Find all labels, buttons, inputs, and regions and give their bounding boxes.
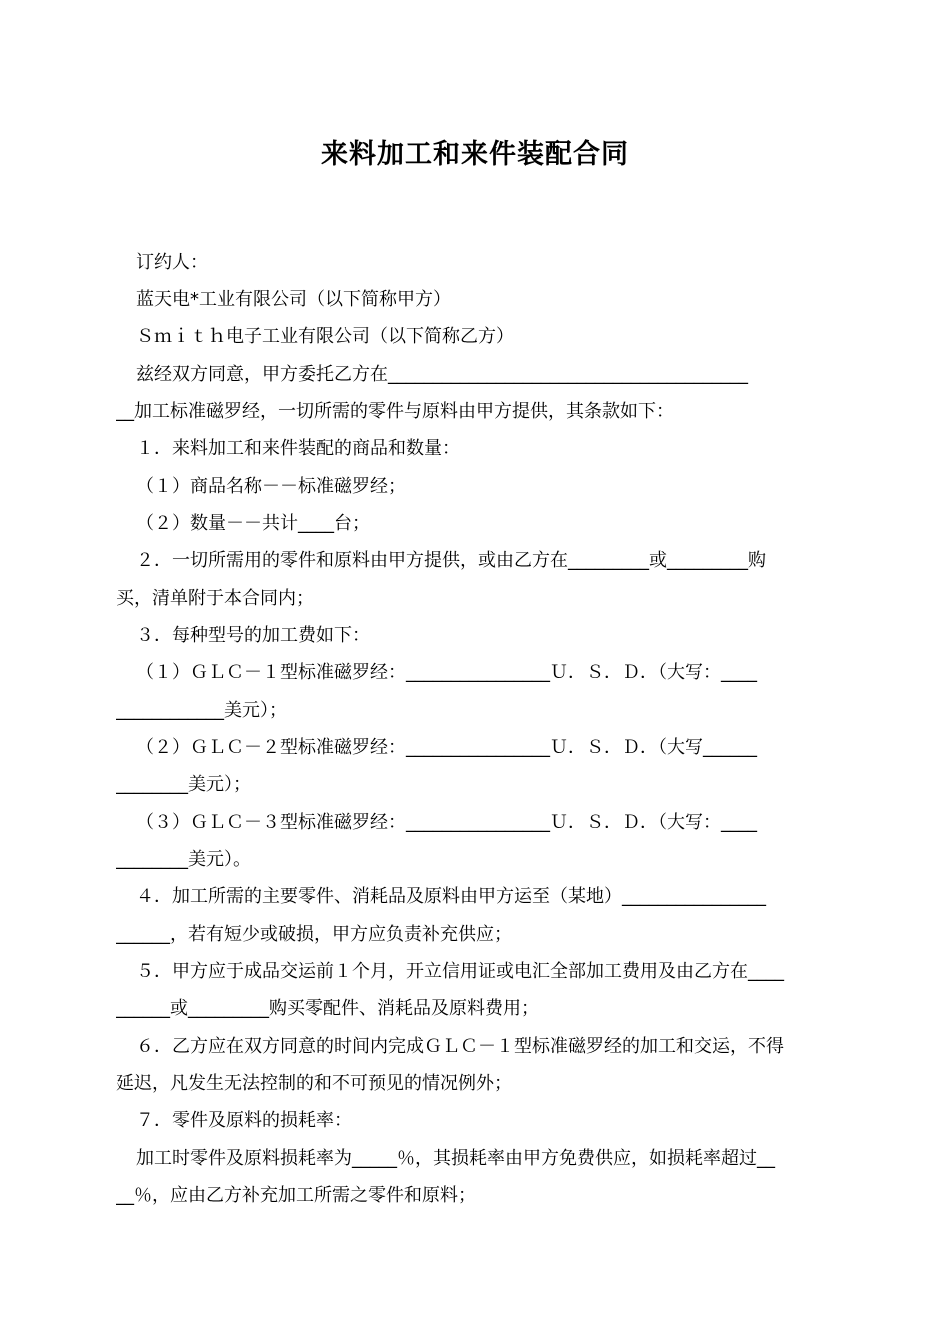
paragraph-line: __％，应由乙方补充加工所需之零件和原料； <box>116 1185 476 1206</box>
paragraph-line: ５．甲方应于成品交运前１个月，开立信用证或电汇全部加工费用及由乙方在____ <box>136 961 784 982</box>
paragraph-line: Ｓｍｉｔｈ电子工业有限公司（以下简称乙方） <box>136 326 514 347</box>
paragraph-line: ３．每种型号的加工费如下： <box>136 625 370 646</box>
paragraph-line: （３）ＧＬＣ－３型标准磁罗经：________________Ｕ．Ｓ．Ｄ．（大写：____ <box>136 812 757 833</box>
paragraph-line: ２．一切所需用的零件和原料由甲方提供，或由乙方在_________或_________购 <box>136 550 766 571</box>
paragraph-line: ４．加工所需的主要零件、消耗品及原料由甲方运至（某地）________________ <box>136 886 766 907</box>
paragraph-line: （１）ＧＬＣ－１型标准磁罗经：________________Ｕ．Ｓ．Ｄ．（大写：____ <box>136 662 757 683</box>
paragraph-line: （１）商品名称－－标准磁罗经； <box>136 476 406 497</box>
document-title: 来料加工和来件装配合同 <box>321 139 629 170</box>
paragraph-line: 蓝天电*工业有限公司（以下简称甲方） <box>136 289 451 310</box>
paragraph-line: 订约人： <box>136 252 208 273</box>
paragraph-line: 买，清单附于本合同内； <box>116 588 314 609</box>
paragraph-line: ______或_________购买零配件、消耗品及原料费用； <box>116 998 539 1019</box>
paragraph-line: ７．零件及原料的损耗率： <box>136 1110 352 1131</box>
paragraph-line: ６．乙方应在双方同意的时间内完成ＧＬＣ－１型标准磁罗经的加工和交运，不得 <box>136 1036 784 1057</box>
paragraph-line: 加工时零件及原料损耗率为_____％，其损耗率由甲方免费供应，如损耗率超过__ <box>136 1148 775 1169</box>
paragraph-line: ______，若有短少或破损，甲方应负责补充供应； <box>116 924 512 945</box>
paragraph-line: __加工标准磁罗经，一切所需的零件与原料由甲方提供，其条款如下： <box>116 401 674 422</box>
paragraph-line: １．来料加工和来件装配的商品和数量： <box>136 438 460 459</box>
paragraph-line: 兹经双方同意，甲方委托乙方在________________________________________ <box>136 364 748 385</box>
paragraph-line: （２）ＧＬＣ－２型标准磁罗经：________________Ｕ．Ｓ．Ｄ．（大写______ <box>136 737 757 758</box>
paragraph-line: （２）数量－－共计____台； <box>136 513 370 534</box>
paragraph-line: ____________美元）； <box>116 700 287 721</box>
paragraph-line: 延迟，凡发生无法控制的和不可预见的情况例外； <box>116 1073 512 1094</box>
paragraph-line: ________美元）； <box>116 774 251 795</box>
paragraph-line: ________美元）。 <box>116 849 251 870</box>
